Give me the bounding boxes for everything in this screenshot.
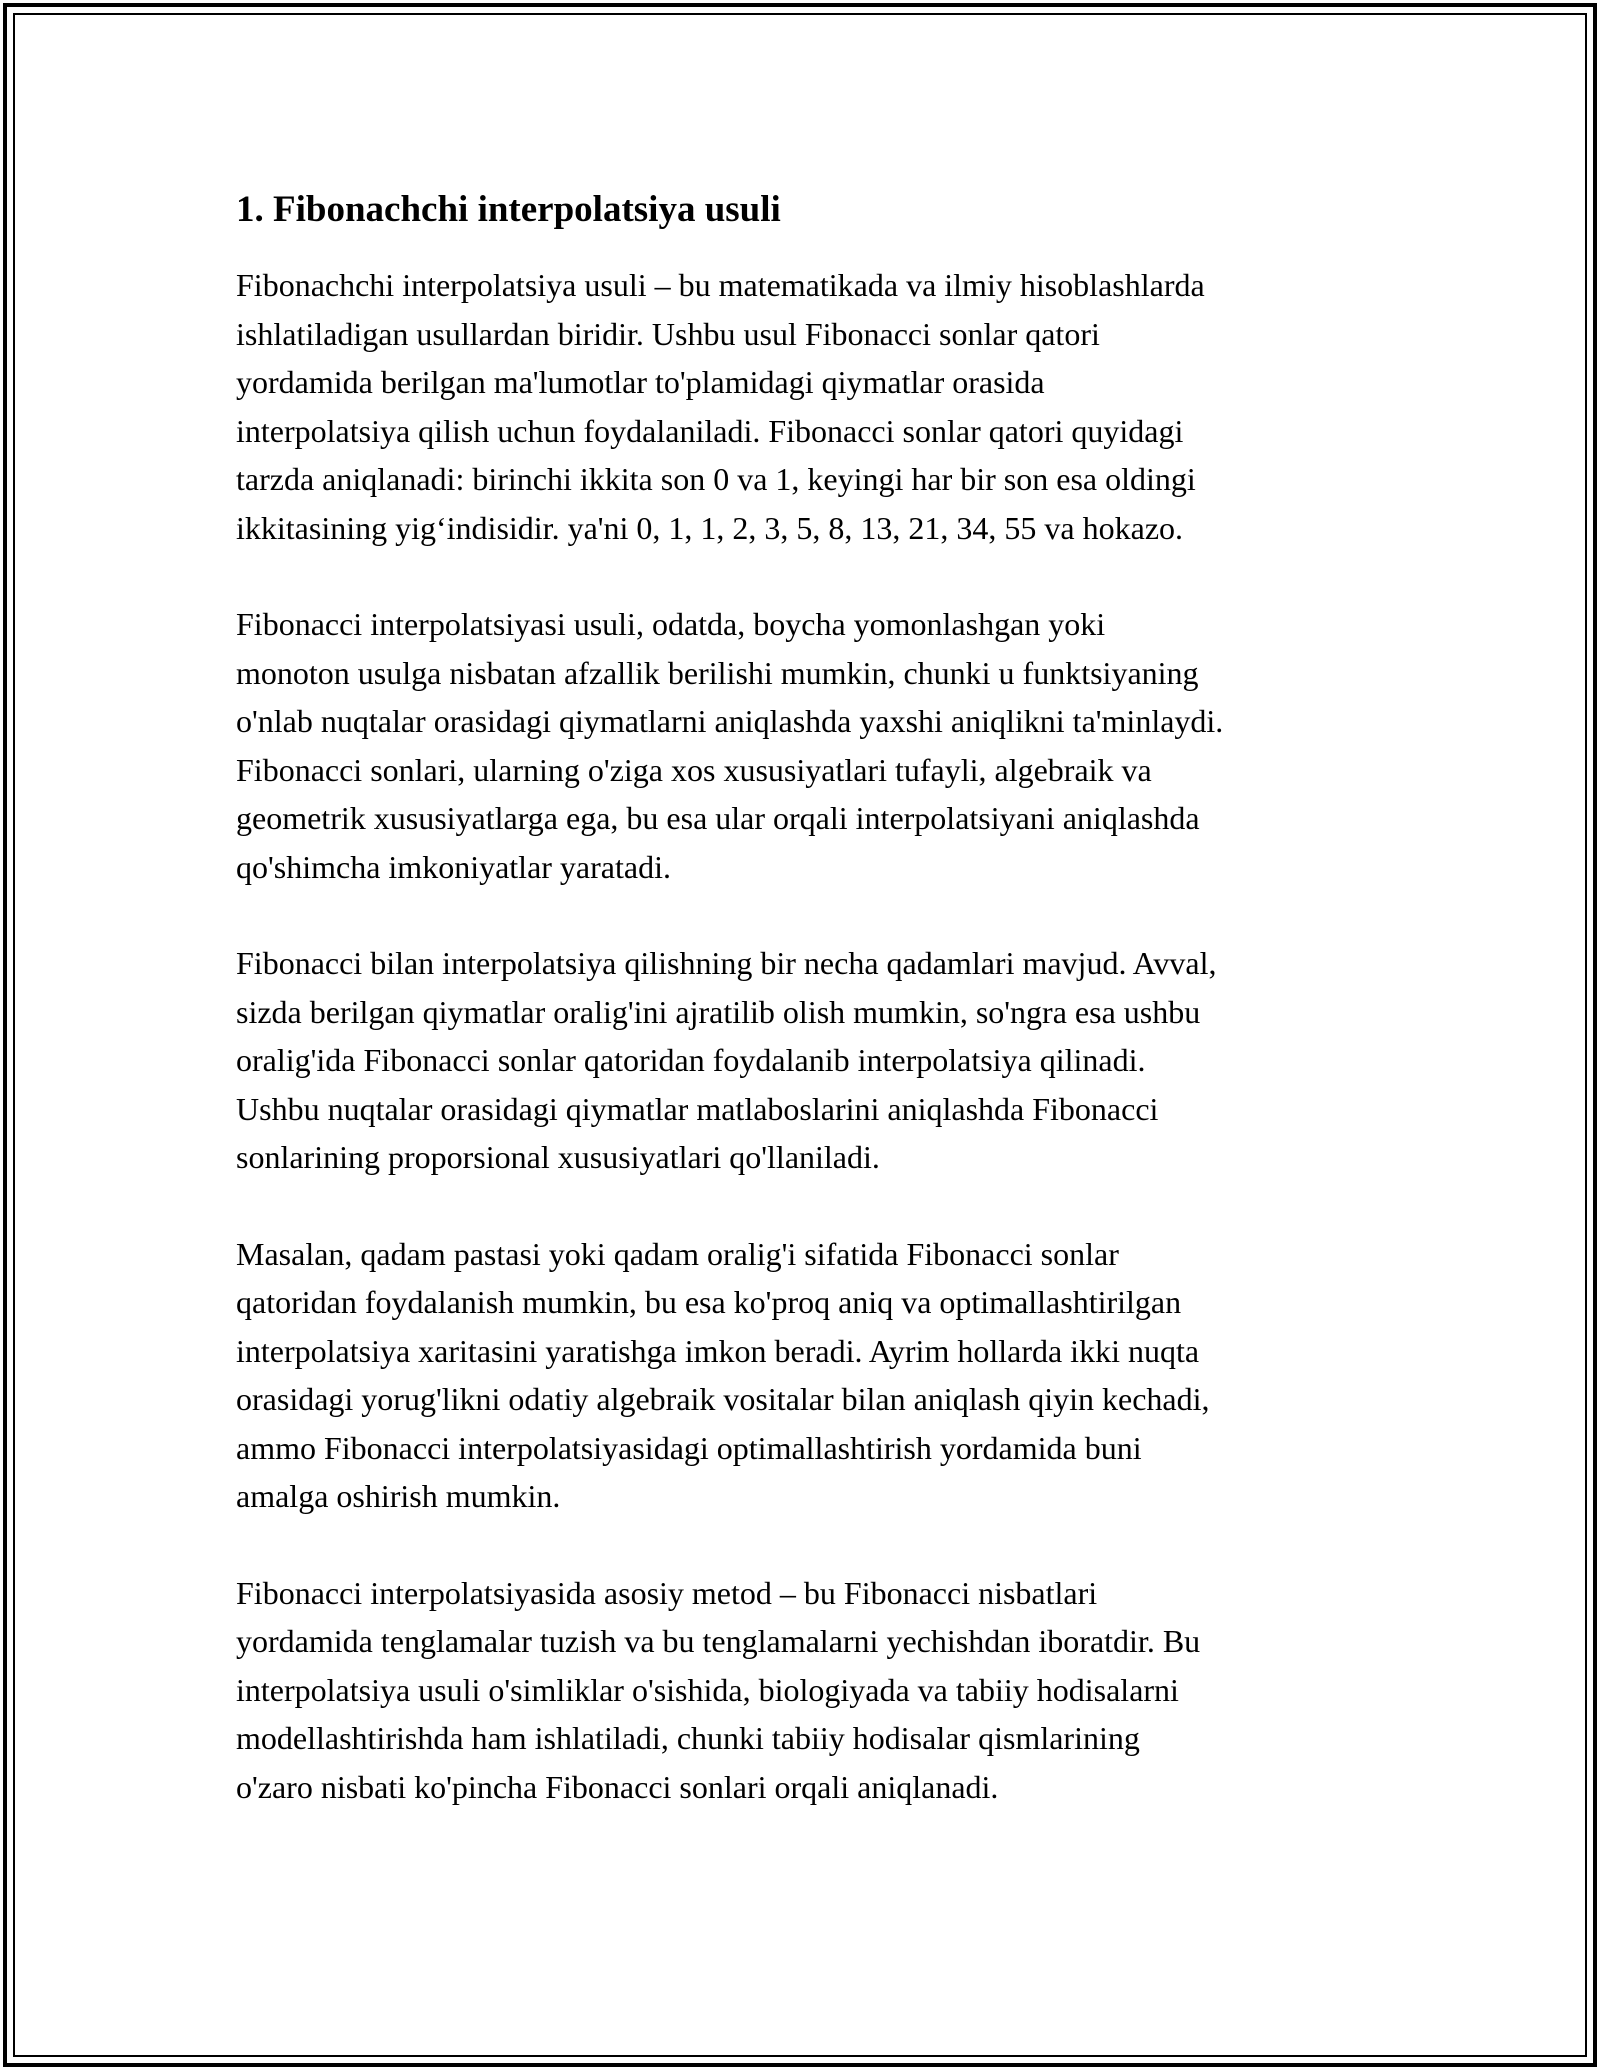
- paragraph-2: [236, 600, 1416, 891]
- text-line: ammo Fibonacci interpolatsiyasidagi optimallashtirish yordamida buni: [236, 1429, 1142, 1466]
- text-line: sizda berilgan qiymatlar oralig'ini ajratilib olish mumkin, so'ngra esa ushbu: [236, 993, 1201, 1030]
- text-line: yordamida tenglamalar tuzish va bu tenglamalarni yechishdan iboratdir. Bu: [236, 1623, 1201, 1659]
- text-line: sonlarining proporsional xususiyatlari qo'llaniladi.: [236, 1139, 880, 1175]
- text-line: geometrik xususiyatlarga ega, bu esa ular orqali interpolatsiyani aniqlashda: [236, 800, 1200, 836]
- text-line: Fibonacci sonlari, ularning o'ziga xos xususiyatlari tufayli, algebraik va: [236, 751, 1152, 788]
- paragraph-1: [236, 261, 1416, 552]
- text-line: Fibonachchi interpolatsiya usuli – bu matematikada va ilmiy hisoblashlarda: [236, 267, 1205, 303]
- text-line: qo'shimcha imkoniyatlar yaratadi.: [236, 848, 671, 885]
- text-line: modellashtirishda ham ishlatiladi, chunki tabiiy hodisalar qismlarining: [236, 1720, 1140, 1756]
- text-line: o'nlab nuqtalar orasidagi qiymatlarni aniqlashda yaxshi aniqlikni ta'minlaydi.: [236, 703, 1224, 739]
- text-line: monoton usulga nisbatan afzallik berilishi mumkin, chunki u funktsiyaning: [236, 654, 1199, 691]
- text-line: Ushbu nuqtalar orasidagi qiymatlar matlaboslarini aniqlashda Fibonacci: [236, 1090, 1159, 1127]
- text-line: yordamida berilgan ma'lumotlar to'plamidagi qiymatlar orasida: [236, 364, 1045, 400]
- text-line: amalga oshirish mumkin.: [236, 1478, 561, 1514]
- text-line: interpolatsiya usuli o'simliklar o'sishida, biologiyada va tabiiy hodisalarni: [236, 1671, 1179, 1708]
- text-line: Fibonacci interpolatsiyasi usuli, odatda, boycha yomonlashgan yoki: [236, 606, 1106, 642]
- paragraph-5: [236, 1569, 1416, 1812]
- section-heading: 1. Fibonachchi interpolatsiya usuli: [236, 189, 781, 230]
- text-line: orasidagi yorug'likni odatiy algebraik vositalar bilan aniqlash qiyin kechadi,: [236, 1381, 1210, 1417]
- text-line: ishlatiladigan usullardan biridir. Ushbu usul Fibonacci sonlar qatori: [236, 315, 1100, 352]
- text-line: Fibonacci interpolatsiyasida asosiy metod – bu Fibonacci nisbatlari: [236, 1574, 1098, 1611]
- document-body: [236, 185, 1416, 1859]
- text-line: tarzda aniqlanadi: birinchi ikkita son 0 va 1, keyingi har bir son esa oldingi: [236, 461, 1196, 497]
- text-line: Fibonacci bilan interpolatsiya qilishning bir necha qadamlari mavjud. Avval,: [236, 945, 1217, 981]
- paragraph-4: [236, 1230, 1416, 1521]
- text-line: qatoridan foydalanish mumkin, bu esa ko'proq aniq va optimallashtirilgan: [236, 1284, 1182, 1320]
- text-line: oralig'ida Fibonacci sonlar qatoridan foydalanib interpolatsiya qilinadi.: [236, 1042, 1146, 1078]
- text-line: o'zaro nisbati ko'pincha Fibonacci sonlari orqali aniqlanadi.: [236, 1768, 999, 1805]
- text-line: interpolatsiya xaritasini yaratishga imkon beradi. Ayrim hollarda ikki nuqta: [236, 1332, 1200, 1369]
- paragraph-3: [236, 939, 1416, 1182]
- text-line: ikkitasining yig‘indisidir. ya'ni 0, 1, 1, 2, 3, 5, 8, 13, 21, 34, 55 va hokazo.: [236, 509, 1184, 546]
- text-line: interpolatsiya qilish uchun foydalaniladi. Fibonacci sonlar qatori quyidagi: [236, 412, 1184, 449]
- text-line: Masalan, qadam pastasi yoki qadam oralig'i sifatida Fibonacci sonlar: [236, 1235, 1119, 1272]
